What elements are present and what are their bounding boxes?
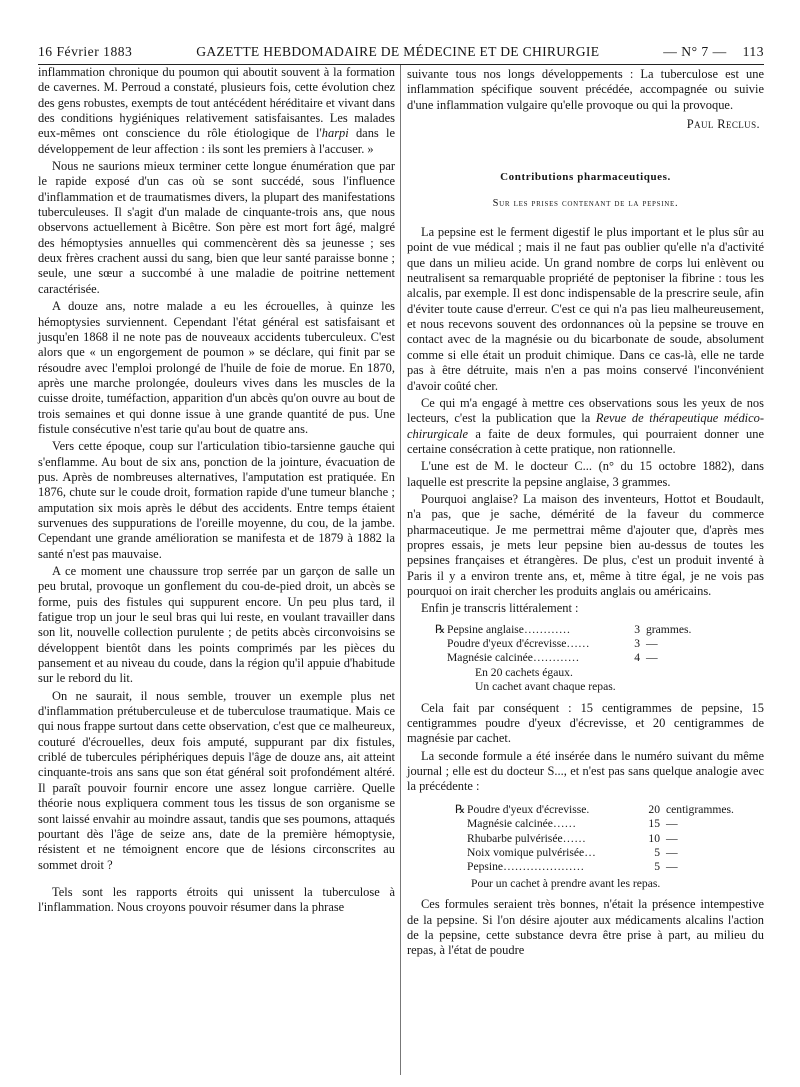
paragraph: Nous ne saurions mieux terminer cette longue énumération que par le rapide exposé d'un cas où se sont succédé, sous l'influence d'inflammation et de traumatismes divers, la plupart des manifestations tuberculeuses. Il s'agit d'un malade de cinquante-trois ans, que nous observons actuellement à Bicêtre. Son père est mort fort âgé, malgré des hémoptysies annuelles qui commencèrent dès sa jeunesse ; ses deux frères crachent aussi du sang, bien que leur santé paraisse bonne ; seule, une sœur a succombé à une maladie de poitrine nettement caractérisée.: [38, 159, 395, 296]
recipe-symbol: ℞: [455, 802, 466, 816]
paragraph: Pourquoi anglaise? La maison des inventeurs, Hottot et Boudault, n'a pas, que je sache, démérité de la faveur du commerce pharmaceutique. Je me permettrai même d'ajouter que, d'après mes propres essais, je mets leur pepsine bien au-dessus de toutes les pepsines françaises et étrangères. De plus, c'est un produit inventé à Paris il y a environ trente ans, et, même à titre égal, je ne vois pas pourquoi on irait chercher les produits anglais ou américains.: [407, 491, 764, 598]
article-columns: [38, 65, 764, 1075]
prescription-row: Magnésie calcinée………… 4 —: [447, 651, 658, 665]
author-signature: Paul Reclus.: [686, 117, 760, 132]
paragraph: Cela fait par conséquent : 15 centigrammes de pepsine, 15 centigrammes poudre d'yeux d'écrevisse, et 20 centigrammes de magnésie par cachet.: [407, 700, 764, 746]
section-title: Contributions pharmaceutiques.: [500, 171, 671, 184]
paragraph: inflammation chronique du poumon qui aboutit souvent à la formation de cavernes. M. Perroud a constaté, plusieurs fois, cette évolution chez des gens robustes, exempts de tout antécédent héréditaire et vivant dans des conditions hygiéniques relativement satisfaisantes. Les malades eux-mêmes ont conscience du rôle étiologique de l'harpi dans le développement de leur affection : ils sont les premiers à l'accuser. »: [38, 65, 395, 156]
prescription-row: ℞ Poudre d'yeux d'écrevisse. 20 centigrammes.: [455, 802, 734, 816]
right-column: [407, 65, 764, 1075]
paragraph: suivante tous nos longs développements : La tuberculose est une inflammation spécifique souvent précédée, accompagnée ou suivie d'une inflammation vulgaire qu'elle provoque ou qui la provoque.: [407, 67, 764, 112]
left-column: [38, 65, 395, 1075]
running-header: [38, 44, 764, 60]
prescription-note: Un cachet avant chaque repas.: [475, 680, 616, 694]
paragraph: On ne saurait, il nous semble, trouver un exemple plus net d'inflammation prétuberculeuse et de tuberculose traumatique. Mais ce qui nous frappe surtout dans cette observation, c'est que ce malheureux, couturé d'écrouelles, deux fois amputé, suppurant par dix fistules, criblé de tubercules périphériques depuis l'âge de douze ans, ait atteint cinquante-trois ans sans que son état général soit profondément altéré. Il paraît pouvoir fournir encore une assez longue carrière. Quelle théorie nous expliquera comment tous les tissus de son organisme se sont laissé envahir au moindre assaut, tandis que ses poumons, attaqués pourtant dès l'âge de seize ans, date de la première hémoptysie, résistent et ne témoignent encore que de lésions circonscrites au sommet droit ?: [38, 688, 395, 872]
paragraph: L'une est de M. le docteur C... (n° du 15 octobre 1882), dans laquelle est prescrite la pepsine anglaise, 3 grammes.: [407, 459, 764, 489]
header-date: 16 Février 1883: [38, 44, 133, 59]
header-page-number: 113: [742, 44, 764, 59]
paragraph: Vers cette époque, coup sur l'articulation tibio-tarsienne gauche qui s'enflamme. Au bout de six ans, ponction de la jointure, évacuation de pus. Après de nombreuses alternatives, l'amputation est pratiquée. En 1876, chute sur le coude droit, formation rapide d'une tumeur blanche ; amputation six mois après le début des accidents. Entre temps étaient survenues des suppurations de l'oreille moyenne, du cou, de la jambe. Cependant une grande amélioration se manifesta et de 1879 à 1882 la santé n'est pas mauvaise.: [38, 439, 395, 561]
prescription-note: Pour un cachet à prendre avant les repas.: [471, 876, 661, 890]
prescription-note: En 20 cachets égaux.: [475, 665, 573, 679]
header-journal-title: GAZETTE HEBDOMADAIRE DE MÉDECINE ET DE CHIRURGIE: [196, 44, 600, 59]
column-divider: [400, 65, 401, 1075]
paragraph: Tels sont les rapports étroits qui unissent la tuberculose à l'inflammation. Nous croyons pouvoir résumer dans la phrase: [38, 884, 395, 915]
prescription-row: Magnésie calcinée…… 15 —: [467, 817, 678, 831]
prescription-2: [407, 803, 764, 891]
prescription-row: Noix vomique pulvérisée… 5 —: [467, 845, 678, 859]
paragraph: A douze ans, notre malade a eu les écrouelles, à quinze les hémoptysies surviennent. Cependant l'état général est satisfaisant et jusqu'en 1868 il ne note pas de nouveaux accidents tuberculeux. C'est alors que « un engorgement de poumon » se déclare, qui finit par se résoudre avec l'emploi prolongé de l'huile de foie de morue. En 1870, après une marche prolongée, douleurs vives dans les muscles de la cuisse droite, tuméfaction, apparition d'un abcès qu'on ouvre au bout de trois semaines et qui donne issue à une grande quantité de pus. Une fistule consécutive n'est tarie qu'au bout de quatre ans.: [38, 299, 395, 436]
paragraph: Enfin je transcris littéralement :: [421, 601, 579, 616]
paragraph: La seconde formule a été insérée dans le numéro suivant du même journal ; elle est du docteur S..., et n'est pas sans quelque analogie avec la précédente :: [407, 748, 764, 794]
paragraph: La pepsine est le ferment digestif le plus important et le plus sûr au point de vue médical ; mais il ne faut pas oublier qu'elle n'a d'activité que dans un milieu acide. Un grand nombre de corps lui enlèvent ou neutralisent sa remarquable propriété de peptoniser la fibrine : tous les alcalis, par exemple. Il est donc indispensable de la prescrire seule, afin d'éviter toute cause d'erreur. C'est ce qui n'a pas lieu malheureusement, et nous recevons souvent des ordonnances où la pepsine se trouve en contact avec de la magnésie ou du bicarbonate de soude, absolument comme si elle était un produit chimique. Dans ce cas-là, elle ne tarde pas à être détruite, mais n'en a pas moins conservé l'inconvénient d'avoir coûté cher.: [407, 225, 764, 393]
prescription-row: Pepsine………………… 5 —: [467, 860, 678, 874]
prescription-row: Poudre d'yeux d'écrevisse…… 3 —: [447, 637, 658, 651]
prescription-1: [407, 623, 764, 695]
header-issue-page: [663, 44, 764, 60]
paragraph: Ces formules seraient très bonnes, n'était la présence intempestive de la pepsine. Si l'on désire ajouter aux médicaments alcalins l'action de la pepsine, cette substance devra être prise à part, au milieu du repas, à l'état de poudre: [407, 897, 764, 958]
prescription-row: Rhubarbe pulvérisée…… 10 —: [467, 831, 678, 845]
journal-page: [38, 44, 764, 1075]
section-subtitle: Sur les prises contenant de la pepsine.: [492, 197, 679, 209]
prescription-row: ℞ Pepsine anglaise………… 3 grammes.: [435, 622, 692, 636]
paragraph: A ce moment une chaussure trop serrée par un garçon de salle un peu brutal, provoque un gonflement du cou-de-pied droit, un abcès se forme, puis des fistules qui suppurent encore. Un peu plus tard, il fatigue trop un jour le seul bras qui lui reste, en voulant travailler dans son lit, nouvelle collection purulente ; de petits abcès circonvoisins se développent bientôt dans les points comprimés par les pièces du pansement et au niveau du coude, dans la région qu'il appuie d'habitude sur le rebord du lit.: [38, 564, 395, 686]
header-issue: — N° 7 —: [663, 44, 727, 59]
recipe-symbol: ℞: [435, 622, 446, 636]
paragraph: Ce qui m'a engagé à mettre ces observations sous les yeux de nos lecteurs, c'est la publication que la Revue de thérapeutique médico-chirurgicale a faite de deux formules, qui pourraient donner une certaine consécration à cette pratique, non rationnelle.: [407, 395, 764, 456]
